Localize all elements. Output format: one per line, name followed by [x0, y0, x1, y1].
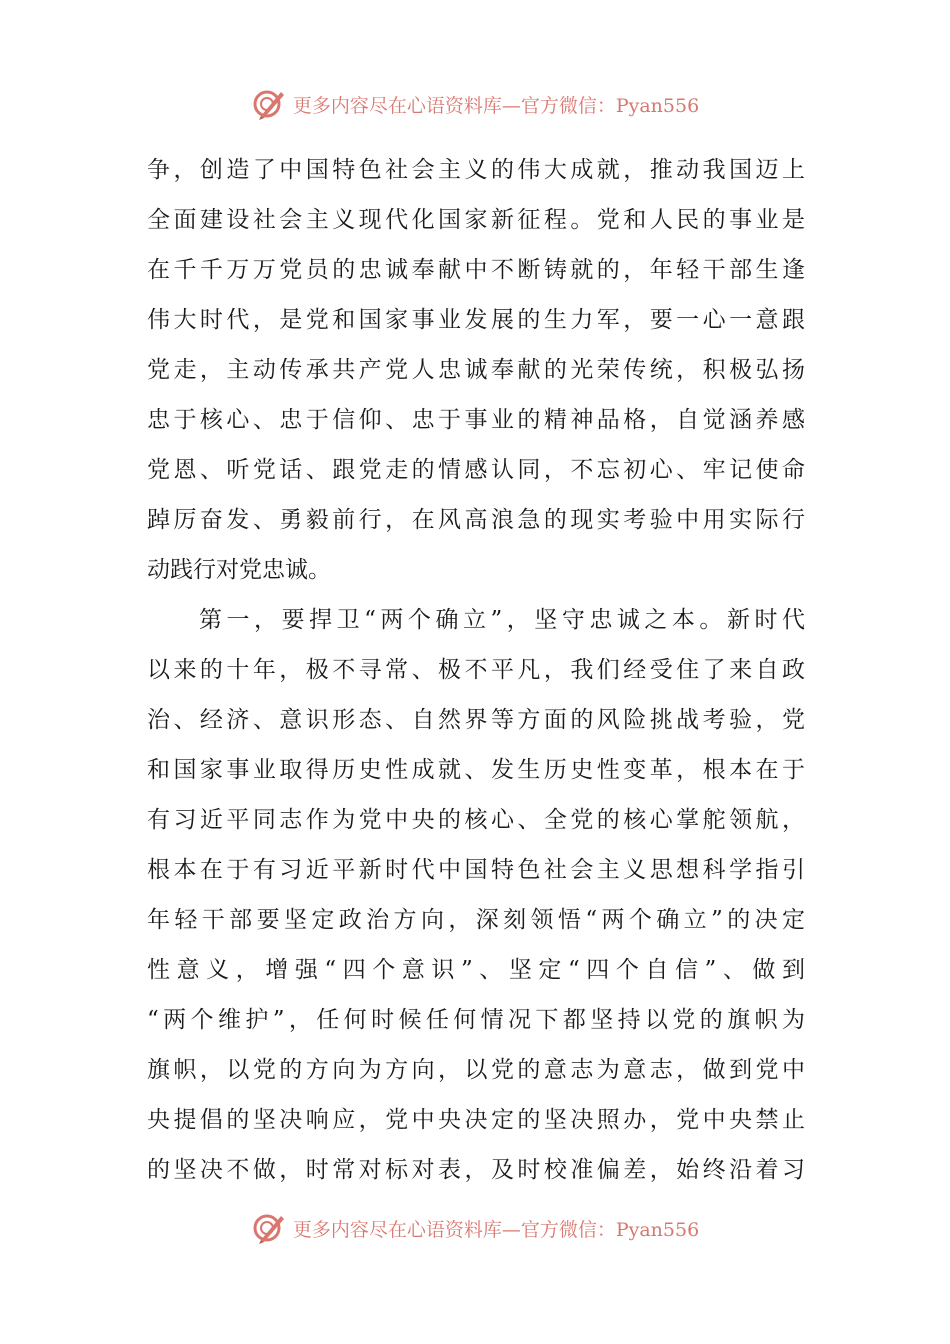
text-line: 根本在于有习近平新时代中国特色社会主义思想科学指引	[147, 857, 805, 883]
text-line: “两个维护”，任何时候任何情况下都坚持以党的旗帜为	[147, 1007, 805, 1033]
header-banner-inner	[251, 86, 699, 122]
text-line: 党走，主动传承共产党人忠诚奉献的光荣传统，积极弘扬	[147, 357, 805, 383]
text-line: 忠于核心、忠于信仰、忠于事业的精神品格，自觉涵养感	[147, 407, 805, 433]
text-line: 旗帜，以党的方向为方向，以党的意志为意志，做到党中	[147, 1057, 805, 1083]
text-line: 伟大时代，是党和国家事业发展的生力军，要一心一意跟	[147, 307, 805, 333]
text-line: 的坚决不做，时常对标对表，及时校准偏差，始终沿着习	[147, 1157, 805, 1183]
text-line: 央提倡的坚决响应，党中央决定的坚决照办，党中央禁止	[147, 1107, 805, 1133]
text-line: 治、经济、意识形态、自然界等方面的风险挑战考验，党	[147, 707, 805, 733]
pen-logo-icon	[251, 86, 287, 122]
text-line: 有习近平同志作为党中央的核心、全党的核心掌舵领航，	[147, 807, 805, 833]
text-line: 以来的十年，极不寻常、极不平凡，我们经受住了来自政	[147, 657, 805, 683]
header-banner	[0, 82, 950, 126]
text-line: 全面建设社会主义现代化国家新征程。党和人民的事业是	[147, 207, 805, 233]
text-line: 年轻干部要坚定政治方向，深刻领悟“两个确立”的决定	[147, 907, 805, 933]
text-line: 第一，要捍卫“两个确立”，坚守忠诚之本。新时代	[199, 607, 805, 633]
footer-banner	[0, 1206, 950, 1250]
footer-banner-text: 更多内容尽在心语资料库—官方微信：Pyan556	[292, 1218, 700, 1241]
text-line: 性意义，增强“四个意识”、坚定“四个自信”、做到	[147, 957, 805, 983]
text-line: 和国家事业取得历史性成就、发生历史性变革，根本在于	[147, 757, 805, 783]
header-banner-text: 更多内容尽在心语资料库—官方微信：Pyan556	[292, 94, 700, 117]
footer-banner-inner	[251, 1210, 699, 1246]
document-body	[147, 145, 805, 1195]
text-line: 动践行对党忠诚。	[147, 557, 331, 583]
text-line: 在千千万万党员的忠诚奉献中不断铸就的，年轻干部生逢	[147, 257, 805, 283]
text-line: 争，创造了中国特色社会主义的伟大成就，推动我国迈上	[147, 157, 805, 183]
text-line: 踔厉奋发、勇毅前行，在风高浪急的现实考验中用实际行	[147, 507, 805, 533]
text-line: 党恩、听党话、跟党走的情感认同，不忘初心、牢记使命	[147, 457, 805, 483]
pen-logo-icon	[251, 1210, 287, 1246]
